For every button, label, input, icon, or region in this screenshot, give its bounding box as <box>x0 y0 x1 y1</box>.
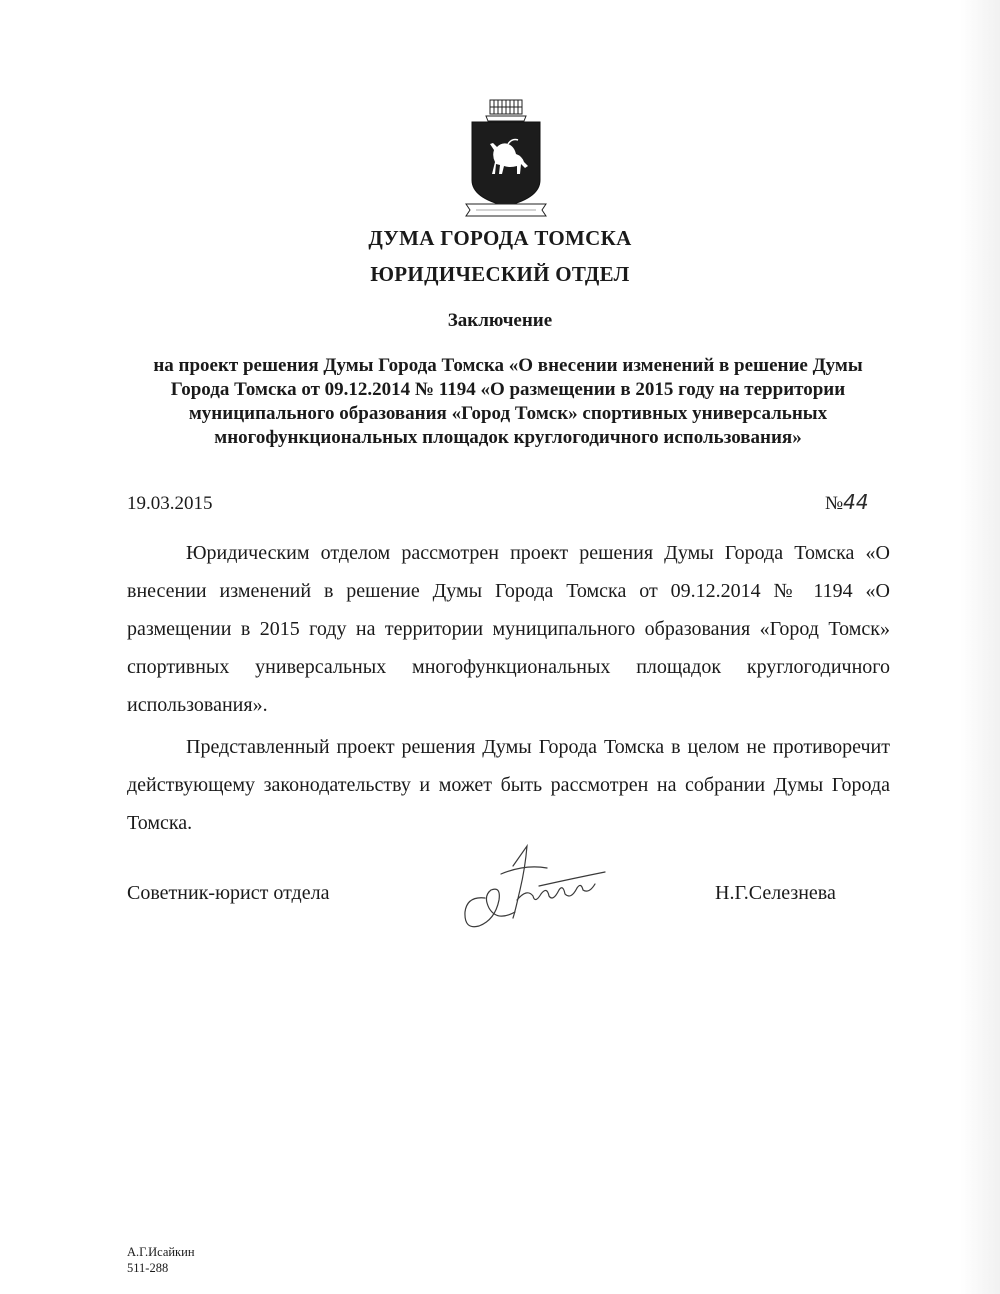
organization-title: ДУМА ГОРОДА ТОМСКА <box>368 226 632 250</box>
document-type: Заключение <box>447 310 553 331</box>
document-body <box>127 534 890 846</box>
signatory-role: Советник-юрист отдела <box>127 882 330 904</box>
executor-phone: 511-288 <box>127 1261 169 1275</box>
document-subject: на проект решения Думы Города Томска «О внесении изменений в решение Думы Города Томска от 09.12.2014 № 1194 «О размещении в 2015 году на территории муниципального образования «Город Томск» спортивных универсальных многофункциональных площадок круглогодичного использования» <box>153 355 863 448</box>
executor-info <box>127 1244 195 1276</box>
document-date: 19.03.2015 <box>127 493 213 514</box>
signatory-name: Н.Г.Селезнева <box>715 882 836 904</box>
executor-name: А.Г.Исайкин <box>127 1245 195 1259</box>
city-crest-icon <box>462 98 550 223</box>
department-title: ЮРИДИЧЕСКИЙ ОТДЕЛ <box>370 262 630 286</box>
handwritten-number: 44 <box>843 490 869 514</box>
body-paragraph: Представленный проект решения Думы Города Томска в целом не противоречит действующему законодательству и может быть рассмотрен на собрании Думы Города Томска. <box>127 736 890 834</box>
number-sign: № <box>825 493 844 514</box>
handwritten-signature-icon <box>455 838 615 938</box>
document-number <box>825 490 869 515</box>
body-paragraph: Юридическим отделом рассмотрен проект решения Думы Города Томска «О внесении изменений в решение Думы Города Томска от 09.12.2014 № 1194 «О размещении в 2015 году на территории муниципального образования «Город Томск» спортивных универсальных многофункциональных площадок круглогодичного использования». <box>127 542 890 716</box>
